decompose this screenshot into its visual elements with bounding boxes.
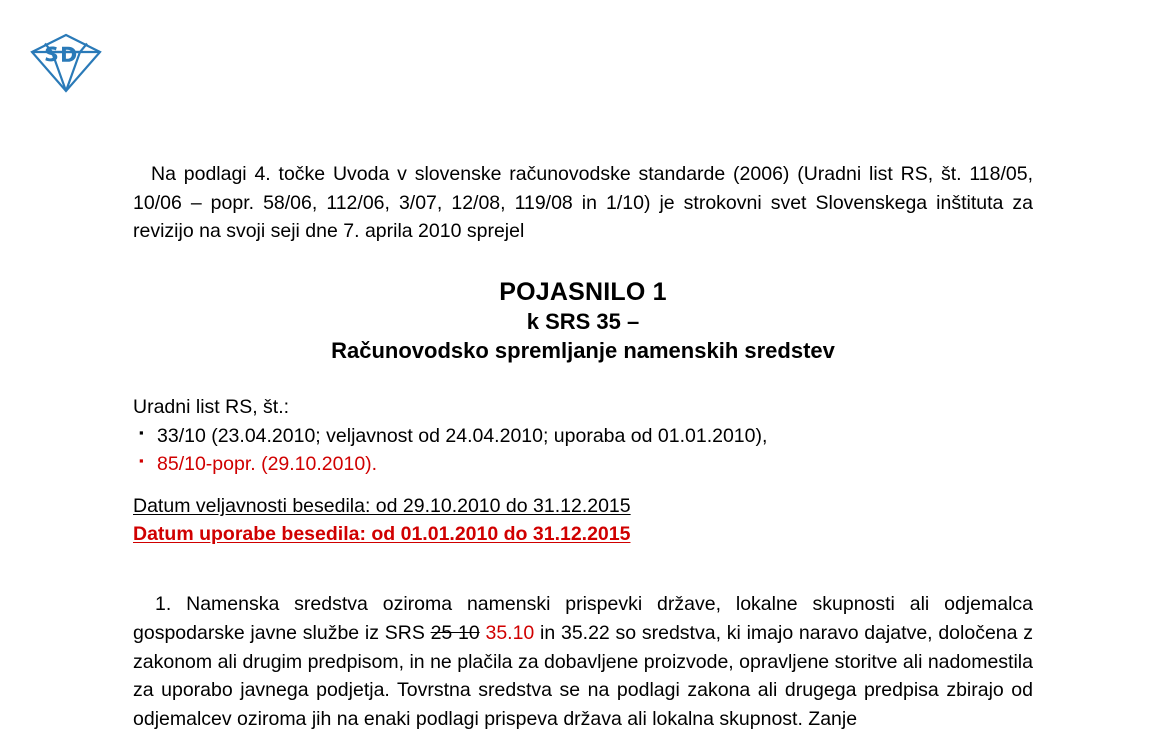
paragraph-1-part-b: in 35.22 so sredstva, ki imajo naravo dajatve, določena z zakonom ali drugim predpisom, in ne plačila za dobavljene proizvode, opravljene storitve ali nadomestila za uporabo javnega podjetja. Tovrstna sredstva se na podlagi zakona ali drugega predpisa zbirajo od odjemalcev oziroma jih na enaki podlagi prispeva država ali lokalna skupnost. Zanje	[133, 621, 1033, 730]
list-item	[133, 423, 1033, 451]
title-line-3: Računovodsko spremljanje namenskih sredstev	[331, 338, 835, 364]
list-item-label: 33/10 (23.04.2010; veljavnost od 24.04.2010; uporaba od 01.01.2010),	[157, 425, 768, 448]
list-item-label: 85/10-popr. (29.10.2010).	[157, 453, 378, 476]
paragraph-1	[133, 590, 1033, 733]
gazette-list	[133, 423, 1033, 478]
title-line-1: POJASNILO 1	[499, 277, 667, 306]
gazette-section	[133, 394, 1033, 479]
struck-reference: 25 10	[430, 621, 480, 644]
gazette-label: Uradni list RS, št.:	[133, 395, 290, 418]
paragraph-1-part-a: 1. Namenska sredstva oziroma namenski prispevki države, lokalne skupnosti ali odjemalca gospodarske javne službe iz SRS	[133, 593, 1033, 644]
validity-date: Datum veljavnosti besedila: od 29.10.2010 do 31.12.2015	[133, 494, 631, 517]
document-body	[133, 160, 1033, 753]
intro-paragraph: Na podlagi 4. točke Uvoda v slovenske računovodske standarde (2006) (Uradni list RS, št. 118/05, 10/06 – popr. 58/06, 112/06, 3/07, 12/08, 119/08 in 1/10) je strokovni svet Slovenskega inštituta za revizijo na svoji seji dne 7. aprila 2010 sprejel	[133, 163, 1033, 243]
inserted-reference: 35.10	[485, 621, 535, 644]
bullet-icon: ▪	[139, 425, 144, 441]
dates-section	[133, 492, 1033, 549]
title-line-2: k SRS 35 –	[526, 309, 640, 335]
usage-date: Datum uporabe besedila: od 01.01.2010 do 31.12.2015	[133, 522, 631, 545]
document-title	[133, 276, 1033, 366]
si-revizija-logo	[22, 30, 110, 96]
bullet-icon: ▪	[139, 453, 144, 469]
list-item	[133, 451, 1033, 479]
